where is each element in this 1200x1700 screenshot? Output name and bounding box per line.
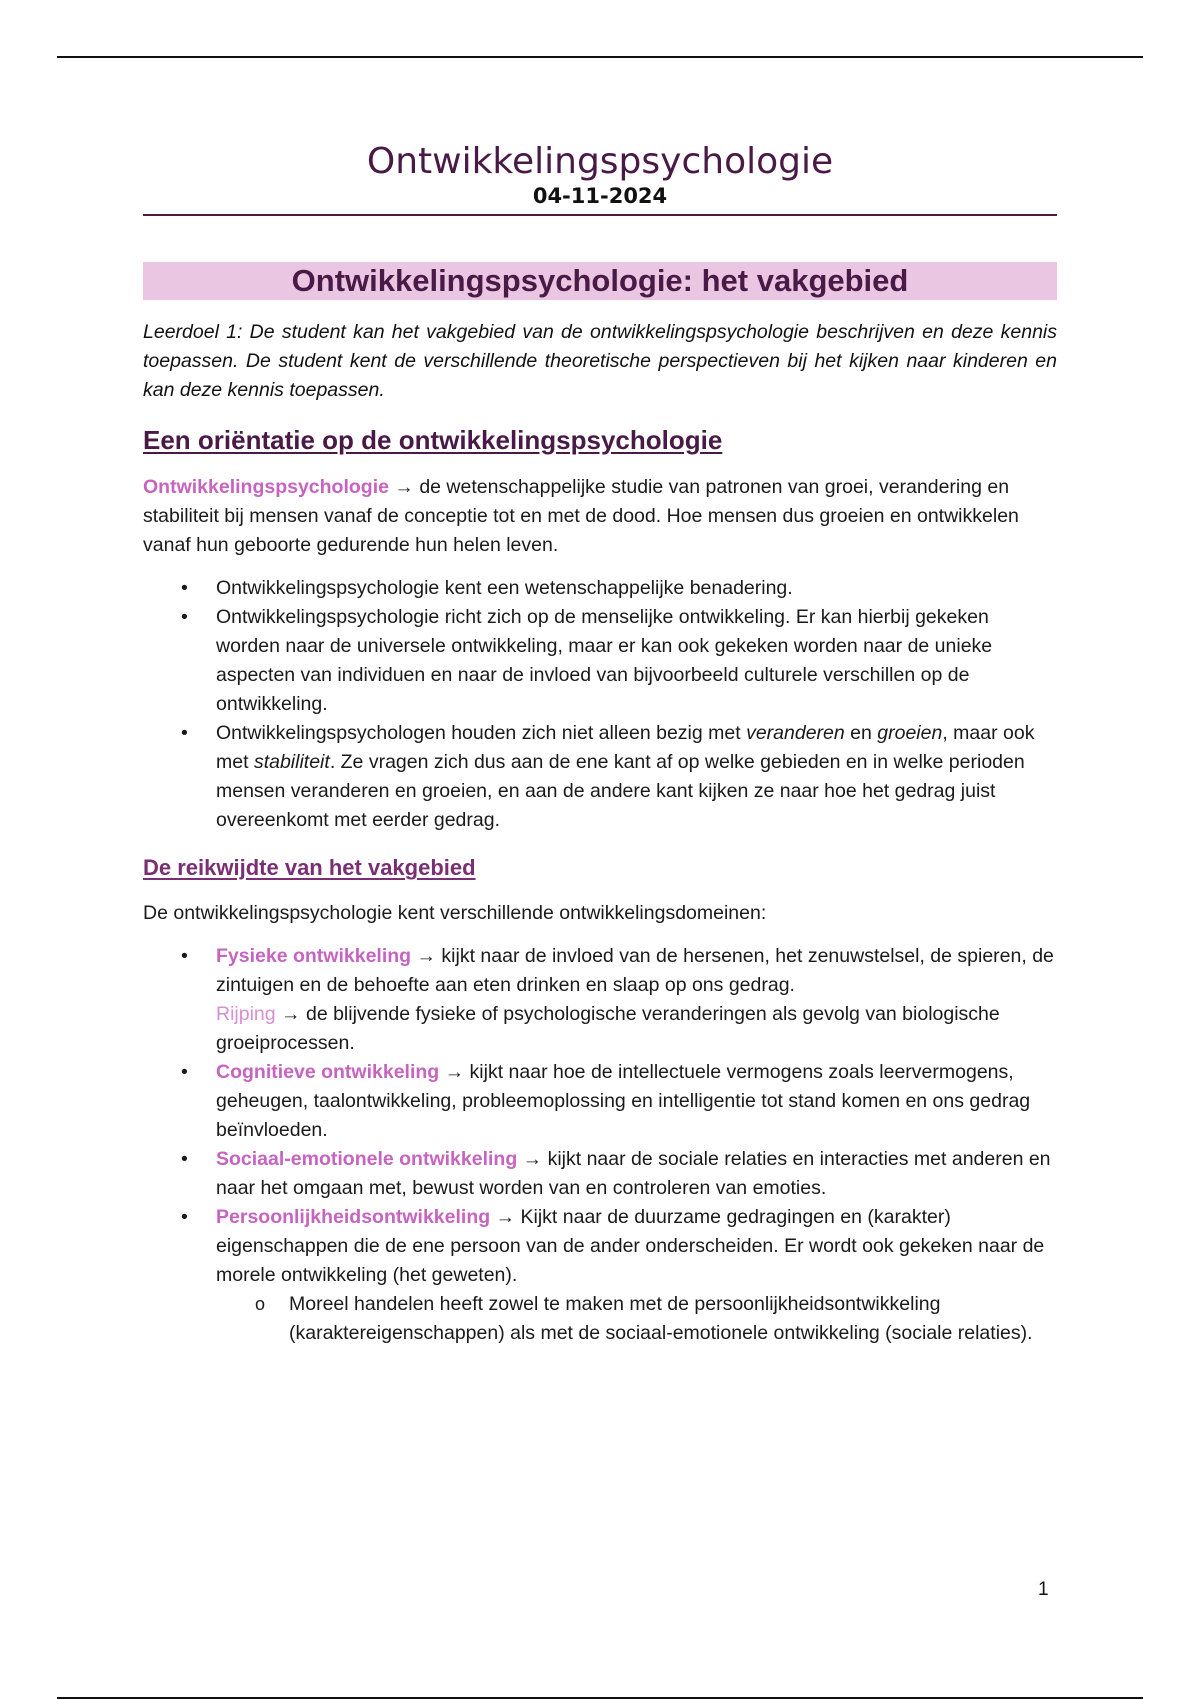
section-banner: Ontwikkelingspsychologie: het vakgebied (143, 262, 1057, 300)
emphasis-text: veranderen (746, 722, 845, 744)
definition-paragraph (143, 473, 1057, 560)
list-item (143, 603, 1057, 719)
list-item (143, 1058, 1057, 1145)
list-item (143, 574, 1057, 603)
list-item (143, 719, 1057, 835)
list-item (143, 1145, 1057, 1203)
bullet-icon: • (181, 945, 188, 967)
sub-list (216, 1290, 1057, 1348)
heading-scope: De reikwijdte van het vakgebied (143, 855, 476, 880)
emphasis-text: stabiliteit (253, 751, 330, 773)
domain-term: Fysieke ontwikkeling (216, 945, 412, 967)
emphasis-text: groeien (877, 722, 943, 744)
domain-text: kijkt naar de sociale relaties en interacties met anderen en naar het omgaan met, bewust worden van en controleren van emoties. (216, 1148, 1051, 1199)
bullet-icon: • (181, 1061, 188, 1083)
bullet-icon: • (181, 1206, 188, 1228)
domain-term: Cognitieve ontwikkeling (216, 1061, 440, 1083)
domain-text: kijkt naar hoe de intellectuele vermogens zoals leervermogens, geheugen, taalontwikkeling, probleemoplossing en intelligentie tot stand komen en ons gedrag beïnvloeden. (216, 1061, 1031, 1141)
bullet-icon: • (181, 577, 188, 599)
domain-list (143, 942, 1057, 1348)
list-item (143, 1203, 1057, 1348)
arrow-icon: → (522, 1148, 543, 1170)
bullet-icon: • (181, 606, 188, 628)
bullet-icon: • (181, 1148, 188, 1170)
bullet-icon: • (181, 722, 188, 744)
sub-term: Rijping (216, 1003, 276, 1025)
top-rule (57, 56, 1143, 58)
list-item (143, 942, 1057, 1058)
arrow-icon: → (416, 945, 436, 967)
list-item-text: Ontwikkelingspsychologie richt zich op de menselijke ontwikkeling. Er kan hierbij gekeken worden naar de universele ontwikkeling, maar er kan ook gekeken worden naar de unieke aspecten van individuen en naar de invloed van bijvoorbeeld culturele verschillen op de ontwikkeling. (216, 606, 993, 715)
sub-term-text: de blijvende fysieke of psychologische veranderingen als gevolg van biologische groeiprocessen. (216, 1003, 1000, 1054)
domain-term: Sociaal-emotionele ontwikkeling (216, 1148, 518, 1170)
arrow-icon: → (281, 1003, 301, 1025)
list-item-text: . Ze vragen zich dus aan de ene kant af op welke gebieden en in welke perioden mensen veranderen en groeien, en aan de andere kant kijken ze naar hoe het gedrag juist overeenkomt met eerder gedrag. (216, 751, 1025, 831)
sub-list-item (216, 1290, 1057, 1348)
document-date: 04-11-2024 (143, 184, 1057, 216)
circle-bullet-icon: o (255, 1294, 266, 1314)
list-item-text: Ontwikkelingspsychologen houden zich niet alleen bezig met (216, 722, 747, 744)
document-title: Ontwikkelingspsychologie (366, 141, 834, 182)
domain-text: kijkt naar de invloed van de hersenen, het zenuwstelsel, de spieren, de zintuigen en de behoefte aan eten drinken en slaap op ons gedrag. (216, 945, 1054, 996)
arrow-icon: → (444, 1061, 465, 1083)
sub-list-item-text: Moreel handelen heeft zowel te maken met de persoonlijkheidsontwikkeling (karaktereigenschappen) als met de sociaal-emotionele ontwikkeling (sociale relaties). (289, 1293, 1033, 1344)
arrow-icon: → (394, 476, 414, 498)
domain-text: Kijkt naar de duurzame gedragingen en (karakter) eigenschappen die de ene persoon van de ander onderscheiden. Er wordt ook gekeken naar de morele ontwikkeling (het geweten). (216, 1206, 1045, 1286)
definition-term: Ontwikkelingspsychologie (143, 476, 389, 498)
domain-term: Persoonlijkheidsontwikkeling (216, 1206, 491, 1228)
learning-goal: Leerdoel 1: De student kan het vakgebied van de ontwikkelingspsychologie beschrijven en deze kennis toepassen. De student kent de verschillende theoretische perspectieven bij het kijken naar kinderen en kan deze kennis toepassen. (143, 321, 1057, 401)
list-item-text: Ontwikkelingspsychologie kent een wetenschappelijke benadering. (216, 577, 793, 599)
scope-intro: De ontwikkelingspsychologie kent verschillende ontwikkelingsdomeinen: (143, 902, 767, 924)
list-item-text: , maar ook met (216, 722, 1035, 773)
bottom-rule (57, 1697, 1143, 1699)
orientation-list (143, 574, 1057, 835)
heading-orientation: Een oriëntatie op de ontwikkelingspsychologie (143, 425, 723, 455)
definition-text: de wetenschappelijke studie van patronen van groei, verandering en stabiliteit bij mensen vanaf de conceptie tot en met de dood. Hoe mensen dus groeien en ontwikkelen vanaf hun geboorte gedurende hun helen leven. (143, 476, 1019, 556)
arrow-icon: → (495, 1206, 516, 1228)
document-page (143, 140, 1057, 1348)
page-number: 1 (1038, 1579, 1049, 1600)
list-item-text: en (844, 722, 878, 744)
